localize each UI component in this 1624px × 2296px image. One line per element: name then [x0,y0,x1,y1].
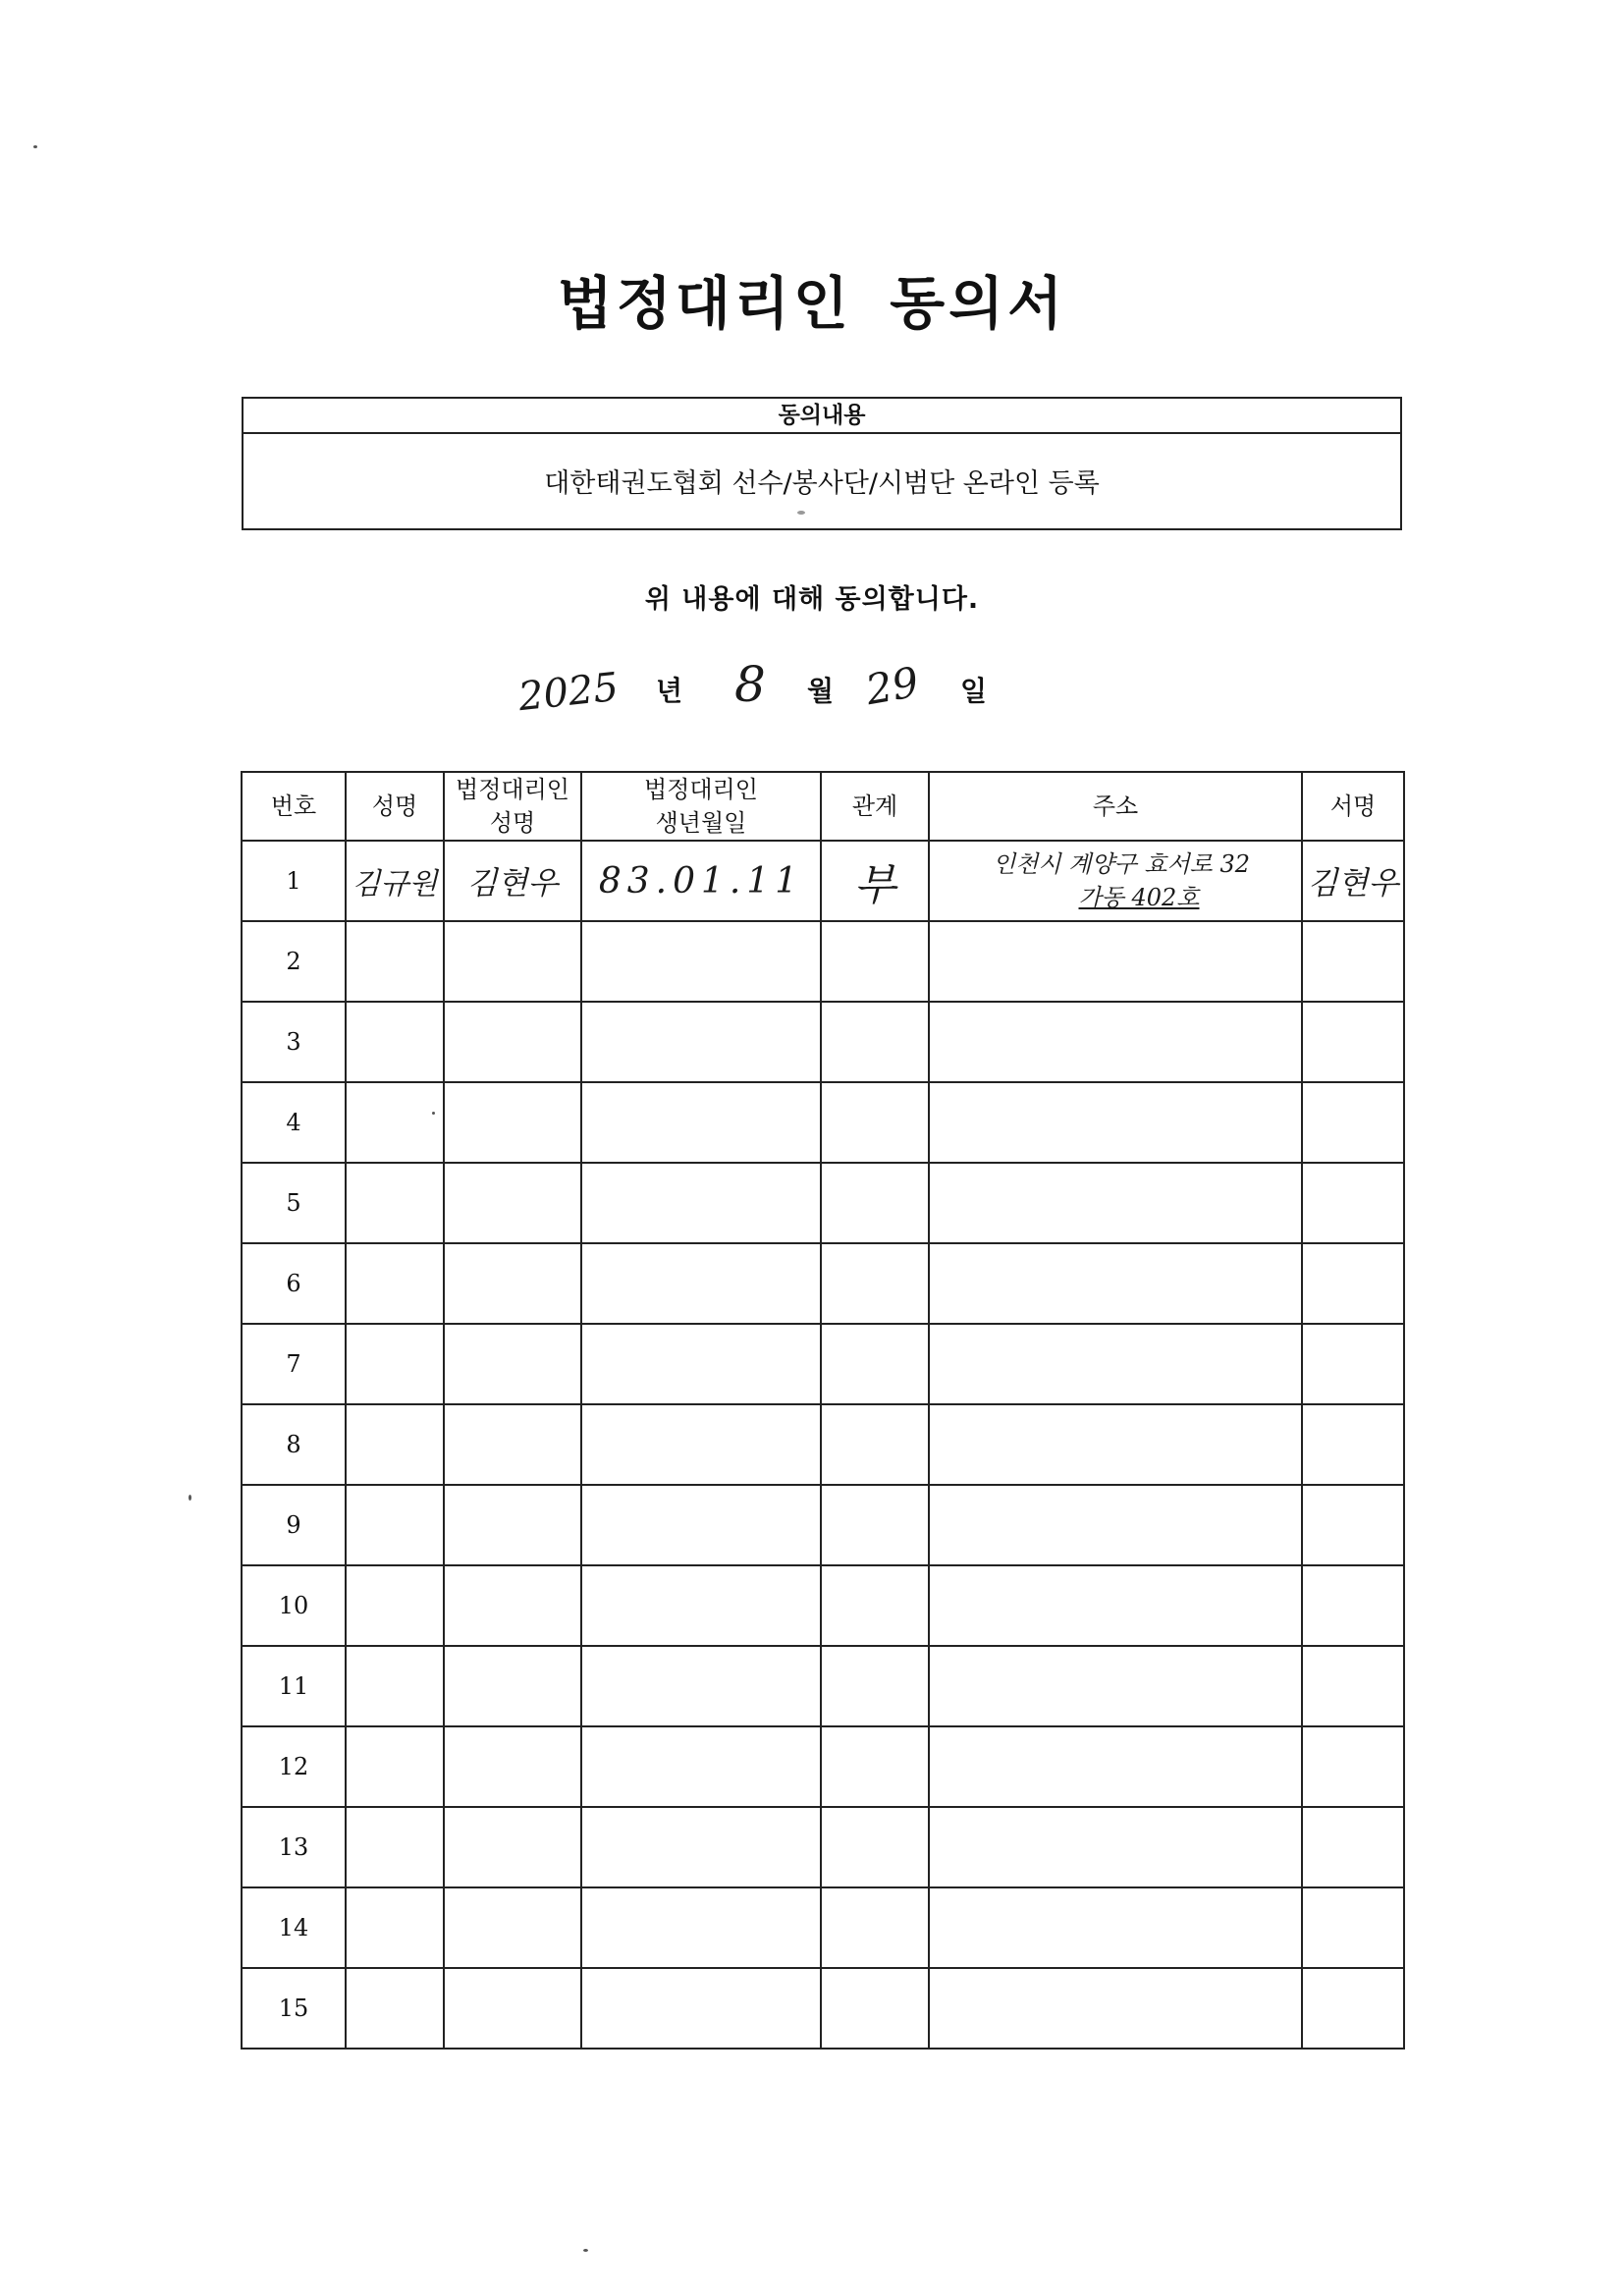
row-number: 2 [242,921,346,1002]
row-number: 14 [242,1887,346,1968]
table-row [242,1243,1404,1324]
header-address: 주소 [929,772,1302,841]
header-signature: 서명 [1302,772,1404,841]
address-cell [929,1243,1302,1324]
table-row [242,1485,1404,1565]
guardian-birth-cell [581,921,821,1002]
address-cell [929,1726,1302,1807]
relation-cell [821,921,929,1002]
date-month-handwritten: 8 [734,656,766,713]
signature-cell [1302,1565,1404,1646]
guardian-birth-cell [581,1485,821,1565]
relation-cell [821,1646,929,1726]
signature-cell [1302,1726,1404,1807]
signature-cell [1302,1243,1404,1324]
guardian-birth-cell [581,1887,821,1968]
table-row [242,1404,1404,1485]
name-cell [346,1485,444,1565]
name-cell [346,1404,444,1485]
scan-speck [797,511,805,515]
table-row [242,841,1404,921]
signature-cell [1302,1002,1404,1082]
date-day-label: 일 [960,675,988,707]
signature-cell [1302,1807,1404,1887]
guardian-birth-cell [581,1002,821,1082]
address-handwritten [929,841,1302,921]
row-number: 10 [242,1565,346,1646]
table-row [242,1324,1404,1404]
student-name-handwritten: 김규원 [346,841,444,921]
consent-content-header: 동의내용 [244,399,1400,434]
guardian-name-handwritten: 김현우 [444,841,581,921]
table-row [242,1082,1404,1163]
table-row [242,1646,1404,1726]
relation-cell [821,1324,929,1404]
relation-cell [821,1887,929,1968]
guardian-name-cell [444,1163,581,1243]
table-row [242,921,1404,1002]
relation-cell [821,1082,929,1163]
guardian-birth-cell [581,1082,821,1163]
header-guardian-birth: 법정대리인 생년월일 [581,772,821,841]
relation-cell [821,1968,929,2049]
table-row [242,1887,1404,1968]
guardian-birth-cell [581,1807,821,1887]
name-cell [346,1646,444,1726]
name-cell [346,1968,444,2049]
row-number: 5 [242,1163,346,1243]
consent-content-box [242,397,1402,530]
address-line-2: 가동 402호 [1078,884,1200,911]
signature-cell [1302,921,1404,1002]
signature-cell [1302,1324,1404,1404]
guardian-name-cell [444,1485,581,1565]
address-cell [929,1485,1302,1565]
date-month-label: 월 [807,675,835,707]
address-cell [929,921,1302,1002]
table-row [242,1726,1404,1807]
guardian-birth-cell [581,1324,821,1404]
scan-speck [432,1112,435,1115]
scan-speck [33,145,37,148]
guardian-name-cell [444,1404,581,1485]
name-cell [346,1324,444,1404]
header-relation: 관계 [821,772,929,841]
table-row [242,1807,1404,1887]
name-cell [346,1565,444,1646]
table-row [242,1565,1404,1646]
signature-cell [1302,1404,1404,1485]
registration-table [241,771,1405,2050]
address-cell [929,1324,1302,1404]
date-year-handwritten: 2025 [515,664,621,721]
signature-handwritten: 김현우 [1302,841,1404,921]
name-cell [346,1163,444,1243]
name-cell [346,1726,444,1807]
guardian-name-cell [444,1646,581,1726]
guardian-name-cell [444,1082,581,1163]
name-cell [346,1243,444,1324]
signature-cell [1302,1485,1404,1565]
guardian-birth-cell [581,1163,821,1243]
guardian-name-cell [444,1243,581,1324]
document-title: 법정대리인 동의서 [557,270,1067,337]
guardian-birth-cell [581,1968,821,2049]
name-cell [346,921,444,1002]
signature-cell [1302,1646,1404,1726]
address-cell [929,1887,1302,1968]
guardian-name-cell [444,1887,581,1968]
table-row [242,1968,1404,2049]
signature-cell [1302,1082,1404,1163]
table-header-row [242,772,1404,841]
guardian-name-cell [444,1002,581,1082]
relation-cell [821,1726,929,1807]
header-guardian-name: 법정대리인 성명 [444,772,581,841]
guardian-name-cell [444,921,581,1002]
table-row [242,1002,1404,1082]
guardian-name-cell [444,1968,581,2049]
guardian-birth-cell [581,1646,821,1726]
relation-cell [821,1163,929,1243]
row-number: 12 [242,1726,346,1807]
guardian-name-cell [444,1565,581,1646]
table-row [242,1163,1404,1243]
relation-cell [821,1404,929,1485]
guardian-birth-cell [581,1243,821,1324]
address-line-1: 인천시 계양구 효서로 32 [992,850,1251,878]
row-number: 3 [242,1002,346,1082]
header-no: 번호 [242,772,346,841]
row-number: 8 [242,1404,346,1485]
scan-speck [189,1495,191,1501]
guardian-name-cell [444,1324,581,1404]
relation-cell [821,1807,929,1887]
header-name: 성명 [346,772,444,841]
address-cell [929,1565,1302,1646]
address-cell [929,1646,1302,1726]
relation-cell [821,1243,929,1324]
guardian-birth-cell [581,1726,821,1807]
signature-cell [1302,1887,1404,1968]
row-number: 13 [242,1807,346,1887]
date-year-label: 년 [656,675,683,707]
row-number: 11 [242,1646,346,1726]
scan-speck [583,2249,588,2252]
name-cell [346,1887,444,1968]
row-number: 9 [242,1485,346,1565]
address-cell [929,1002,1302,1082]
guardian-birth-cell [581,1565,821,1646]
date-day-handwritten: 29 [862,657,923,715]
row-number: 7 [242,1324,346,1404]
signature-cell [1302,1968,1404,2049]
relation-cell [821,1002,929,1082]
guardian-name-cell [444,1807,581,1887]
row-number: 4 [242,1082,346,1163]
name-cell [346,1807,444,1887]
name-cell [346,1002,444,1082]
guardian-name-cell [444,1726,581,1807]
agreement-statement: 위 내용에 대해 동의합니다. [644,584,980,615]
row-number: 6 [242,1243,346,1324]
address-cell [929,1163,1302,1243]
relation-cell [821,1565,929,1646]
address-cell [929,1404,1302,1485]
row-number: 1 [242,841,346,921]
address-cell [929,1807,1302,1887]
row-number: 15 [242,1968,346,2049]
relation-handwritten: 부 [821,841,929,921]
guardian-birth-cell [581,1404,821,1485]
consent-content-body: 대한태권도협회 선수/봉사단/시범단 온라인 등록 [544,468,1100,499]
relation-cell [821,1485,929,1565]
name-cell [346,1082,444,1163]
guardian-birth-handwritten: 83.01.11 [581,841,821,921]
date-row [0,648,1624,727]
address-cell [929,1082,1302,1163]
signature-cell [1302,1163,1404,1243]
address-cell [929,1968,1302,2049]
